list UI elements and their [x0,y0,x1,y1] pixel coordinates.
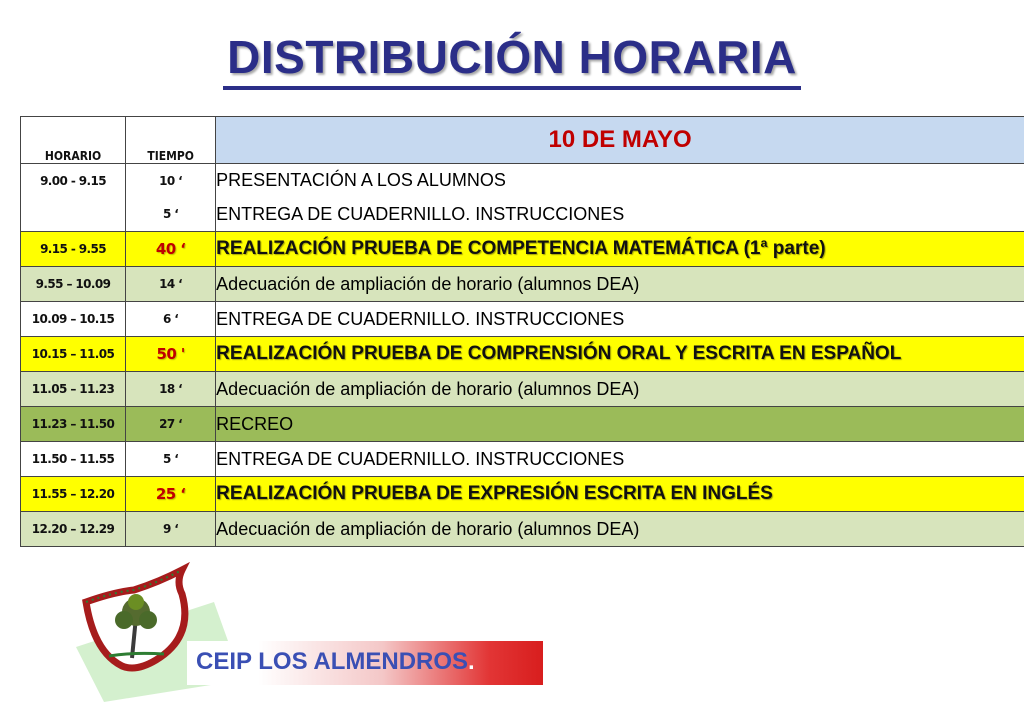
cell-horario: 9.00 - 9.15 [21,164,126,198]
page-title [0,30,1024,90]
table-row [21,372,1024,407]
cell-horario: 10.09 – 10.15 [21,302,126,337]
cell-tiempo: 6 ‘ [126,302,216,337]
cell-tiempo: 40 ‘ [126,232,216,267]
table-row [21,407,1024,442]
cell-horario: 9.15 - 9.55 [21,232,126,267]
cell-actividad: RECREO [216,407,1024,442]
cell-horario: 11.55 – 12.20 [21,477,126,512]
cell-horario: 11.23 – 11.50 [21,407,126,442]
cell-tiempo: 9 ‘ [126,512,216,547]
school-name-text: CEIP LOS ALMENDROS [196,648,469,675]
schedule-table [20,116,1024,547]
cell-actividad: Adecuación de ampliación de horario (alumnos DEA) [216,267,1024,302]
cell-actividad: REALIZACIÓN PRUEBA DE COMPRENSIÓN ORAL Y ESCRITA EN ESPAÑOL [216,337,1024,372]
cell-actividad: ENTREGA DE CUADERNILLO. INSTRUCCIONES [216,198,1024,232]
cell-tiempo: 5 ‘ [126,198,216,232]
table-row [21,164,1024,198]
table-row [21,512,1024,547]
cell-horario: 10.15 – 11.05 [21,337,126,372]
cell-actividad: Adecuación de ampliación de horario (alumnos DEA) [216,512,1024,547]
cell-tiempo: 14 ‘ [126,267,216,302]
table-row [21,198,1024,232]
cell-actividad: ENTREGA DE CUADERNILLO. INSTRUCCIONES [216,442,1024,477]
table-row [21,442,1024,477]
table-row [21,302,1024,337]
table-row [21,267,1024,302]
cell-horario: 11.05 – 11.23 [21,372,126,407]
cell-actividad: Adecuación de ampliación de horario (alumnos DEA) [216,372,1024,407]
cell-tiempo: 25 ‘ [126,477,216,512]
page-title-text: DISTRIBUCIÓN HORARIA [223,30,801,90]
cell-tiempo: 10 ‘ [126,164,216,198]
header-row [21,117,1024,164]
school-name-dot: . [468,648,475,675]
table-row [21,477,1024,512]
header-date: 10 DE MAYO [216,117,1024,164]
table-row [21,232,1024,267]
cell-tiempo: 5 ‘ [126,442,216,477]
cell-horario: 9.55 – 10.09 [21,267,126,302]
header-tiempo: TIEMPO [126,117,216,164]
cell-actividad: ENTREGA DE CUADERNILLO. INSTRUCCIONES [216,302,1024,337]
cell-tiempo: 50 ' [126,337,216,372]
cell-actividad: PRESENTACIÓN A LOS ALUMNOS [216,164,1024,198]
header-horario: HORARIO [21,117,126,164]
cell-tiempo: 27 ‘ [126,407,216,442]
cell-actividad: REALIZACIÓN PRUEBA DE COMPETENCIA MATEMÁTICA (1ª parte) [216,232,1024,267]
cell-horario [21,198,126,232]
cell-horario: 11.50 – 11.55 [21,442,126,477]
cell-actividad: REALIZACIÓN PRUEBA DE EXPRESIÓN ESCRITA EN INGLÉS [216,477,1024,512]
school-name [196,648,475,676]
school-name-banner [187,641,543,685]
cell-horario: 12.20 – 12.29 [21,512,126,547]
cell-tiempo: 18 ‘ [126,372,216,407]
table-row [21,337,1024,372]
